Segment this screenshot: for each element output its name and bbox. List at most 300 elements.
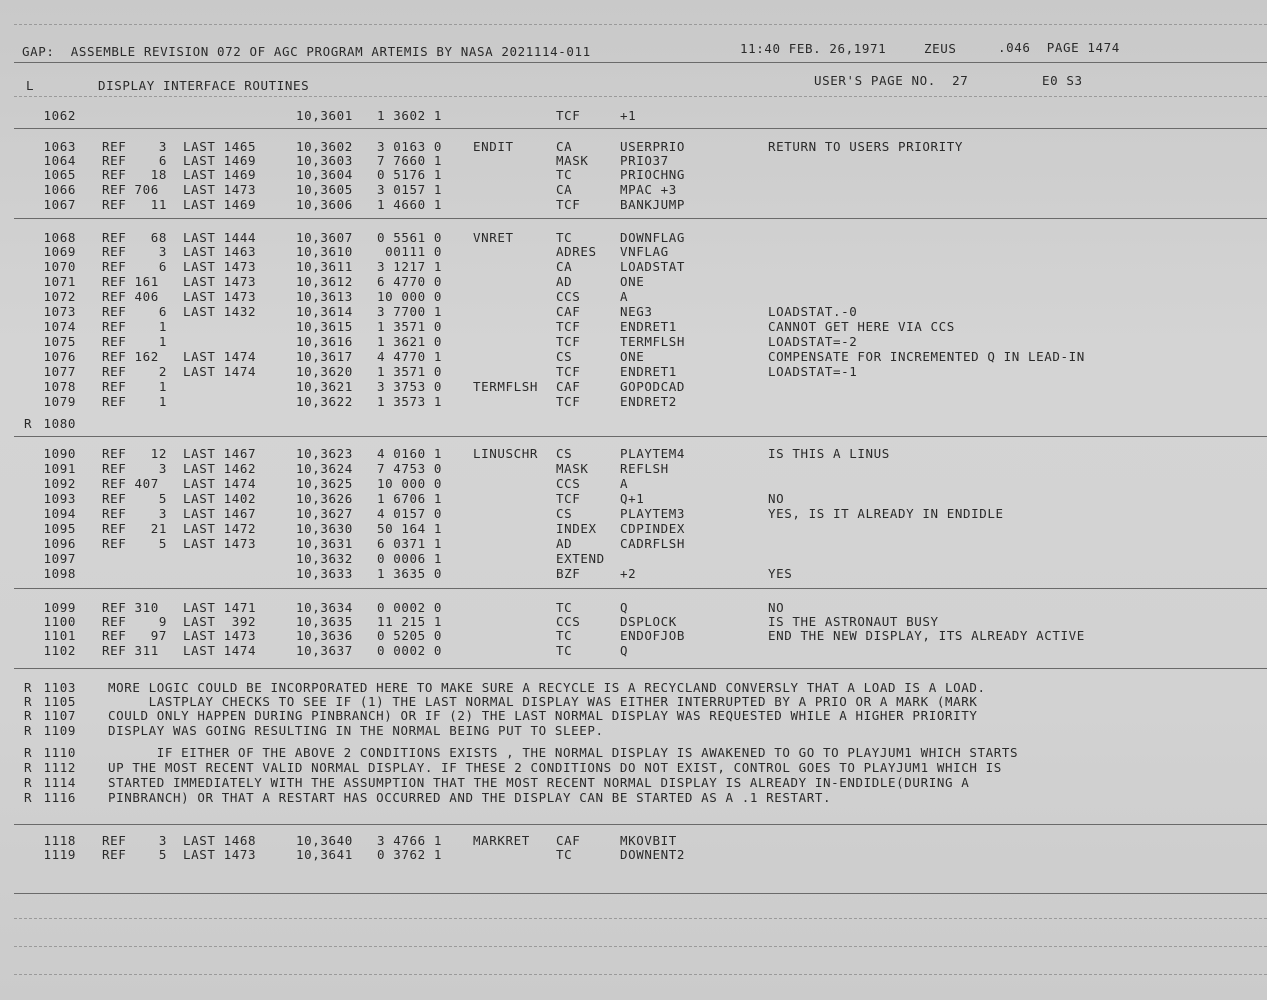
line-number: 1098	[43, 566, 76, 581]
address: 10,3640	[296, 833, 353, 848]
listing-row	[0, 244, 1267, 260]
operand: ENDRET2	[620, 394, 677, 409]
operand: MKOVBIT	[620, 833, 677, 848]
header-zeus: ZEUS	[924, 41, 957, 56]
operand: PLAYTEM4	[620, 446, 686, 461]
line-mark: R	[24, 745, 33, 760]
opcode: MASK	[556, 153, 589, 168]
listing-row	[0, 167, 1267, 183]
opcode: CA	[556, 139, 573, 154]
opcode: TC	[556, 643, 573, 658]
line-number: 1114	[43, 775, 76, 790]
address: 10,3632	[296, 551, 353, 566]
line-number: 1096	[43, 536, 76, 551]
octal-code: 6 4770 0	[377, 274, 443, 289]
address: 10,3637	[296, 643, 353, 658]
ref-count: REF 6	[102, 259, 168, 274]
address: 10,3631	[296, 536, 353, 551]
header-page-number: .046 PAGE 1474	[998, 40, 1120, 55]
comment-text: MORE LOGIC COULD BE INCORPORATED HERE TO MAKE SURE A RECYCLE IS A RECYCLAND CONVERSLY THAT A LOAD IS A LOAD.	[108, 680, 986, 695]
octal-code: 00111 0	[377, 244, 443, 259]
operand: DSPLOCK	[620, 614, 677, 629]
listing-row	[0, 521, 1267, 537]
line-number: 1092	[43, 476, 76, 491]
operand: NEG3	[620, 304, 653, 319]
operand: PRIO37	[620, 153, 669, 168]
address: 10,3622	[296, 394, 353, 409]
octal-code: 3 0157 1	[377, 182, 443, 197]
octal-code: 0 5205 0	[377, 628, 443, 643]
listing-row	[0, 566, 1267, 582]
last-ref: LAST 1473	[183, 536, 257, 551]
opcode: TCF	[556, 197, 581, 212]
address: 10,3616	[296, 334, 353, 349]
octal-code: 11 215 1	[377, 614, 443, 629]
ref-count: REF 68	[102, 230, 168, 245]
listing-row	[0, 506, 1267, 522]
line-number: 1070	[43, 259, 76, 274]
last-ref: LAST 1467	[183, 506, 257, 521]
octal-code: 1 3573 1	[377, 394, 443, 409]
line-number: 1112	[43, 760, 76, 775]
last-ref: LAST 1444	[183, 230, 257, 245]
listing-row	[0, 628, 1267, 644]
comment-line	[0, 708, 1267, 724]
ref-count: REF 407	[102, 476, 159, 491]
ref-count: REF 311	[102, 643, 159, 658]
operand: MPAC +3	[620, 182, 677, 197]
address: 10,3610	[296, 244, 353, 259]
ref-count: REF 5	[102, 536, 168, 551]
comment-line	[0, 745, 1267, 761]
operand: PRIOCHNG	[620, 167, 686, 182]
line-number: 1119	[43, 847, 76, 862]
address: 10,3636	[296, 628, 353, 643]
form-rule	[14, 436, 1267, 437]
form-rule	[14, 946, 1267, 947]
ref-count: REF 6	[102, 153, 168, 168]
ref-count: REF 2	[102, 364, 168, 379]
opcode: TC	[556, 628, 573, 643]
last-ref: LAST 1474	[183, 643, 257, 658]
opcode: TC	[556, 167, 573, 182]
octal-code: 3 7700 1	[377, 304, 443, 319]
operand: REFLSH	[620, 461, 669, 476]
last-ref: LAST 1432	[183, 304, 257, 319]
line-number: 1067	[43, 197, 76, 212]
listing-row	[0, 536, 1267, 552]
line-number: 1079	[43, 394, 76, 409]
opcode: CCS	[556, 289, 581, 304]
operand: CADRFLSH	[620, 536, 686, 551]
operand: DOWNFLAG	[620, 230, 686, 245]
address: 10,3621	[296, 379, 353, 394]
line-number: 1103	[43, 680, 76, 695]
opcode: CS	[556, 506, 573, 521]
comment-text: UP THE MOST RECENT VALID NORMAL DISPLAY. IF THESE 2 CONDITIONS DO NOT EXIST, CONTROL GOES TO PLAYJUM1 WHICH IS	[108, 760, 1002, 775]
line-number: 1107	[43, 708, 76, 723]
line-mark: R	[24, 760, 33, 775]
ref-count: REF 3	[102, 139, 168, 154]
form-rule	[14, 824, 1267, 825]
form-rule	[14, 218, 1267, 219]
line-number: 1109	[43, 723, 76, 738]
comment: NO	[768, 600, 785, 615]
address: 10,3641	[296, 847, 353, 862]
last-ref: LAST 1467	[183, 446, 257, 461]
operand: DOWNENT2	[620, 847, 686, 862]
operand: CDPINDEX	[620, 521, 686, 536]
opcode: CS	[556, 446, 573, 461]
listing-row	[0, 274, 1267, 290]
operand: Q	[620, 643, 629, 658]
address: 10,3614	[296, 304, 353, 319]
address: 10,3613	[296, 289, 353, 304]
opcode: CA	[556, 259, 573, 274]
address: 10,3601	[296, 108, 353, 123]
ref-count: REF 3	[102, 461, 168, 476]
header-section-title: DISPLAY INTERFACE ROUTINES	[98, 78, 310, 93]
line-mark: R	[24, 723, 33, 738]
ref-count: REF 11	[102, 197, 168, 212]
ref-count: REF 21	[102, 521, 168, 536]
operand: ONE	[620, 274, 645, 289]
last-ref: LAST 1474	[183, 476, 257, 491]
octal-code: 3 1217 1	[377, 259, 443, 274]
comment-line	[0, 723, 1267, 739]
form-rule	[14, 96, 1267, 97]
opcode: CAF	[556, 304, 581, 319]
comment: CANNOT GET HERE VIA CCS	[768, 319, 955, 334]
listing-row	[0, 364, 1267, 380]
line-number: 1069	[43, 244, 76, 259]
last-ref: LAST 1473	[183, 182, 257, 197]
ref-count: REF 3	[102, 506, 168, 521]
label: VNRET	[473, 230, 514, 245]
line-number: 1101	[43, 628, 76, 643]
label: MARKRET	[473, 833, 530, 848]
comment-line	[0, 775, 1267, 791]
line-number: 1094	[43, 506, 76, 521]
line-number: 1102	[43, 643, 76, 658]
operand: VNFLAG	[620, 244, 669, 259]
octal-code: 10 000 0	[377, 289, 443, 304]
line-number: 1062	[43, 108, 76, 123]
last-ref: LAST 1469	[183, 153, 257, 168]
comment: LOADSTAT.-0	[768, 304, 858, 319]
listing-row	[0, 319, 1267, 335]
line-mark: R	[24, 680, 33, 695]
address: 10,3605	[296, 182, 353, 197]
ref-count: REF 1	[102, 334, 168, 349]
opcode: TC	[556, 600, 573, 615]
last-ref: LAST 1402	[183, 491, 257, 506]
comment-text: STARTED IMMEDIATELY WITH THE ASSUMPTION THAT THE MOST RECENT NORMAL DISPLAY IS ALREADY IN-ENDIDLE(DURING A	[108, 775, 970, 790]
listing-row	[0, 304, 1267, 320]
comment: NO	[768, 491, 785, 506]
address: 10,3617	[296, 349, 353, 364]
octal-code: 4 4770 1	[377, 349, 443, 364]
listing-row	[0, 289, 1267, 305]
listing-row	[0, 394, 1267, 410]
ref-count: REF 1	[102, 394, 168, 409]
ref-count: REF 3	[102, 833, 168, 848]
ref-count: REF 161	[102, 274, 159, 289]
opcode: BZF	[556, 566, 581, 581]
last-ref: LAST 1462	[183, 461, 257, 476]
listing-row	[0, 847, 1267, 863]
comment: LOADSTAT=-2	[768, 334, 858, 349]
address: 10,3626	[296, 491, 353, 506]
octal-code: 7 4753 0	[377, 461, 443, 476]
opcode: AD	[556, 536, 573, 551]
opcode: CAF	[556, 833, 581, 848]
line-number: 1077	[43, 364, 76, 379]
line-number: 1105	[43, 694, 76, 709]
comment-text: PINBRANCH) OR THAT A RESTART HAS OCCURRED AND THE DISPLAY CAN BE STARTED AS A .1 RESTART.	[108, 790, 832, 805]
header-l-marker: L	[26, 78, 35, 93]
ref-count: REF 12	[102, 446, 168, 461]
listing-row	[0, 416, 1267, 432]
operand: Q	[620, 600, 629, 615]
operand: PLAYTEM3	[620, 506, 686, 521]
octal-code: 6 0371 1	[377, 536, 443, 551]
last-ref: LAST 1471	[183, 600, 257, 615]
address: 10,3607	[296, 230, 353, 245]
comment: RETURN TO USERS PRIORITY	[768, 139, 964, 154]
listing-row	[0, 476, 1267, 492]
line-number: 1074	[43, 319, 76, 334]
ref-count: REF 5	[102, 847, 168, 862]
opcode: TCF	[556, 394, 581, 409]
opcode: MASK	[556, 461, 589, 476]
label: TERMFLSH	[473, 379, 539, 394]
octal-code: 1 3621 0	[377, 334, 443, 349]
comment-text: LASTPLAY CHECKS TO SEE IF (1) THE LAST NORMAL DISPLAY WAS EITHER INTERRUPTED BY A PRIO OR A MARK (MARK	[108, 694, 978, 709]
line-number: 1100	[43, 614, 76, 629]
octal-code: 4 0160 1	[377, 446, 443, 461]
ref-count: REF 6	[102, 304, 168, 319]
ref-count: REF 1	[102, 379, 168, 394]
operand: Q+1	[620, 491, 645, 506]
last-ref: LAST 1465	[183, 139, 257, 154]
line-number: 1091	[43, 461, 76, 476]
last-ref: LAST 1469	[183, 197, 257, 212]
form-rule	[14, 668, 1267, 669]
line-number: 1065	[43, 167, 76, 182]
last-ref: LAST 1474	[183, 364, 257, 379]
comment-line	[0, 790, 1267, 806]
octal-code: 1 6706 1	[377, 491, 443, 506]
comment: YES, IS IT ALREADY IN ENDIDLE	[768, 506, 1004, 521]
address: 10,3623	[296, 446, 353, 461]
listing-row	[0, 334, 1267, 350]
address: 10,3633	[296, 566, 353, 581]
octal-code: 0 0006 1	[377, 551, 443, 566]
ref-count: REF 3	[102, 244, 168, 259]
line-number: 1064	[43, 153, 76, 168]
octal-code: 1 3635 0	[377, 566, 443, 581]
form-rule	[14, 588, 1267, 589]
listing-row	[0, 108, 1267, 124]
line-number: 1068	[43, 230, 76, 245]
listing-row	[0, 197, 1267, 213]
listing-row	[0, 182, 1267, 198]
last-ref: LAST 1473	[183, 274, 257, 289]
opcode: TCF	[556, 108, 581, 123]
line-number: 1116	[43, 790, 76, 805]
operand: ENDRET1	[620, 319, 677, 334]
address: 10,3615	[296, 319, 353, 334]
listing-row	[0, 259, 1267, 275]
address: 10,3625	[296, 476, 353, 491]
last-ref: LAST 1468	[183, 833, 257, 848]
ref-count: REF 162	[102, 349, 159, 364]
operand: GOPODCAD	[620, 379, 686, 394]
comment-text: DISPLAY WAS GOING RESULTING IN THE NORMAL BEING PUT TO SLEEP.	[108, 723, 604, 738]
opcode: CS	[556, 349, 573, 364]
address: 10,3606	[296, 197, 353, 212]
line-mark: R	[24, 416, 33, 431]
opcode: CAF	[556, 379, 581, 394]
octal-code: 1 3571 0	[377, 319, 443, 334]
opcode: TCF	[556, 364, 581, 379]
octal-code: 3 4766 1	[377, 833, 443, 848]
operand: TERMFLSH	[620, 334, 686, 349]
line-number: 1097	[43, 551, 76, 566]
octal-code: 1 3602 1	[377, 108, 443, 123]
last-ref: LAST 1472	[183, 521, 257, 536]
line-number: 1075	[43, 334, 76, 349]
label: ENDIT	[473, 139, 514, 154]
operand: USERPRIO	[620, 139, 686, 154]
opcode: EXTEND	[556, 551, 605, 566]
address: 10,3603	[296, 153, 353, 168]
address: 10,3630	[296, 521, 353, 536]
line-mark: R	[24, 775, 33, 790]
octal-code: 50 164 1	[377, 521, 443, 536]
address: 10,3620	[296, 364, 353, 379]
line-number: 1076	[43, 349, 76, 364]
opcode: TCF	[556, 491, 581, 506]
ref-count: REF 1	[102, 319, 168, 334]
operand: ENDOFJOB	[620, 628, 686, 643]
address: 10,3627	[296, 506, 353, 521]
line-number: 1090	[43, 446, 76, 461]
listing-row	[0, 349, 1267, 365]
line-number: 1066	[43, 182, 76, 197]
form-rule	[14, 893, 1267, 894]
line-number: 1118	[43, 833, 76, 848]
octal-code: 7 7660 1	[377, 153, 443, 168]
listing-row	[0, 379, 1267, 395]
line-number: 1071	[43, 274, 76, 289]
ref-count: REF 18	[102, 167, 168, 182]
line-number: 1095	[43, 521, 76, 536]
listing-row	[0, 551, 1267, 567]
opcode: CCS	[556, 476, 581, 491]
opcode: CA	[556, 182, 573, 197]
form-rule	[14, 24, 1267, 25]
line-number: 1080	[43, 416, 76, 431]
last-ref: LAST 1463	[183, 244, 257, 259]
comment: COMPENSATE FOR INCREMENTED Q IN LEAD-IN	[768, 349, 1085, 364]
operand: LOADSTAT	[620, 259, 686, 274]
operand: A	[620, 289, 629, 304]
ref-count: REF 9	[102, 614, 168, 629]
label: LINUSCHR	[473, 446, 539, 461]
last-ref: LAST 1473	[183, 259, 257, 274]
listing-row	[0, 643, 1267, 659]
address: 10,3635	[296, 614, 353, 629]
ref-count: REF 310	[102, 600, 159, 615]
comment: LOADSTAT=-1	[768, 364, 858, 379]
operand: A	[620, 476, 629, 491]
ref-count: REF 406	[102, 289, 159, 304]
comment: YES	[768, 566, 793, 581]
octal-code: 0 5561 0	[377, 230, 443, 245]
operand: ONE	[620, 349, 645, 364]
line-number: 1073	[43, 304, 76, 319]
ref-count: REF 97	[102, 628, 168, 643]
opcode: TC	[556, 230, 573, 245]
header-code: E0 S3	[1042, 73, 1083, 88]
form-rule	[14, 918, 1267, 919]
address: 10,3624	[296, 461, 353, 476]
comment-text: IF EITHER OF THE ABOVE 2 CONDITIONS EXISTS , THE NORMAL DISPLAY IS AWAKENED TO GO TO PLAYJUM1 WHICH STARTS	[108, 745, 1019, 760]
header-assembly-title: GAP: ASSEMBLE REVISION 072 OF AGC PROGRAM ARTEMIS BY NASA 2021114-011	[22, 44, 591, 59]
comment-line	[0, 760, 1267, 776]
line-mark: R	[24, 708, 33, 723]
ref-count: REF 706	[102, 182, 159, 197]
last-ref: LAST 392	[183, 614, 257, 629]
form-rule	[14, 128, 1267, 129]
operand: BANKJUMP	[620, 197, 686, 212]
operand: +1	[620, 108, 637, 123]
operand: ENDRET1	[620, 364, 677, 379]
listing-row	[0, 491, 1267, 507]
comment-text: COULD ONLY HAPPEN DURING PINBRANCH) OR IF (2) THE LAST NORMAL DISPLAY WAS REQUESTED WHILE A HIGHER PRIORITY	[108, 708, 978, 723]
opcode: AD	[556, 274, 573, 289]
last-ref: LAST 1469	[183, 167, 257, 182]
opcode: INDEX	[556, 521, 597, 536]
comment: END THE NEW DISPLAY, ITS ALREADY ACTIVE	[768, 628, 1085, 643]
address: 10,3604	[296, 167, 353, 182]
last-ref: LAST 1473	[183, 847, 257, 862]
comment: IS THE ASTRONAUT BUSY	[768, 614, 939, 629]
octal-code: 3 0163 0	[377, 139, 443, 154]
octal-code: 0 0002 0	[377, 600, 443, 615]
line-mark: R	[24, 790, 33, 805]
opcode: TCF	[556, 319, 581, 334]
last-ref: LAST 1473	[183, 628, 257, 643]
ref-count: REF 5	[102, 491, 168, 506]
operand: +2	[620, 566, 637, 581]
header-timestamp: 11:40 FEB. 26,1971	[740, 41, 887, 56]
line-number: 1078	[43, 379, 76, 394]
line-number: 1072	[43, 289, 76, 304]
opcode: TCF	[556, 334, 581, 349]
address: 10,3602	[296, 139, 353, 154]
octal-code: 0 5176 1	[377, 167, 443, 182]
octal-code: 0 3762 1	[377, 847, 443, 862]
line-number: 1110	[43, 745, 76, 760]
opcode: ADRES	[556, 244, 597, 259]
opcode: CCS	[556, 614, 581, 629]
address: 10,3634	[296, 600, 353, 615]
listing-row	[0, 446, 1267, 462]
address: 10,3612	[296, 274, 353, 289]
